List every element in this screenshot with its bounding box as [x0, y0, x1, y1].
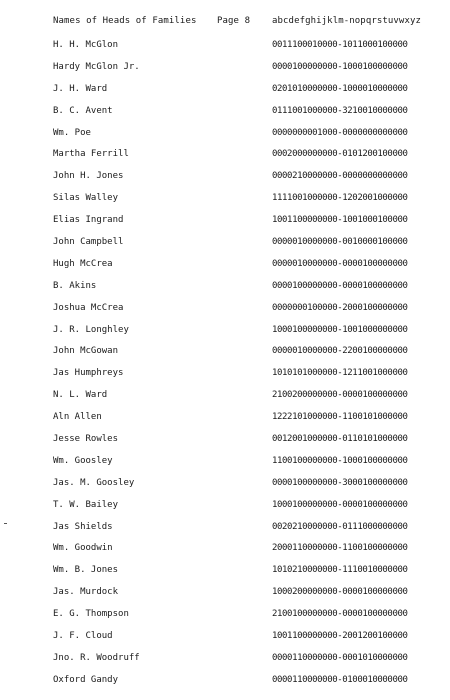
household-code: 0201010000000-1000010000000: [272, 83, 408, 94]
household-code: 1001100000000-2001200100000: [272, 631, 408, 642]
family-row: [0, 434, 450, 456]
head-of-family-name: Aln Allen: [53, 412, 102, 423]
head-of-family-name: John McGowan: [53, 346, 119, 357]
head-of-family-name: Jas Shields: [53, 521, 113, 532]
family-row: [0, 128, 450, 150]
household-code: 1111001000000-1202001000000: [272, 193, 408, 204]
household-code: 0000110000000-0001010000000: [272, 652, 408, 663]
household-code: 0000010000000-0000100000000: [272, 258, 408, 269]
household-code: 0000010000000-0010000100000: [272, 237, 408, 248]
family-row: [0, 587, 450, 609]
family-row: [0, 40, 450, 62]
head-of-family-name: Hardy McGlon Jr.: [53, 61, 140, 72]
head-of-family-name: Joshua McCrea: [53, 302, 124, 313]
household-code: 2100100000000-0000100000000: [272, 609, 408, 620]
head-of-family-name: T. W. Bailey: [53, 499, 119, 510]
household-code: 0000010000000-2200100000000: [272, 346, 408, 357]
household-code: 1001100000000-1001000100000: [272, 215, 408, 226]
head-of-family-name: Hugh McCrea: [53, 258, 113, 269]
head-of-family-name: J. F. Cloud: [53, 631, 113, 642]
household-code: 0011100010000-1011000100000: [272, 40, 408, 50]
family-row: [0, 106, 450, 128]
family-row: [0, 543, 450, 565]
family-row: [0, 325, 450, 347]
family-row: [0, 631, 450, 653]
head-of-family-name: H. H. McGlon: [53, 40, 119, 50]
household-code: 1010210000000-1110010000000: [272, 565, 408, 576]
family-row: [0, 171, 450, 193]
head-of-family-name: N. L. Ward: [53, 390, 108, 401]
family-row: [0, 522, 450, 544]
household-code: 2000110000000-1100100000000: [272, 543, 408, 554]
head-of-family-name: Wm. Goosley: [53, 455, 113, 466]
head-of-family-name: Jno. R. Woodruff: [53, 652, 140, 663]
family-row: [0, 346, 450, 368]
names-column-header: Names of Heads of Families: [53, 16, 197, 26]
head-of-family-name: Jas. Murdock: [53, 587, 119, 598]
head-of-family-name: Jas Humphreys: [53, 368, 124, 379]
head-of-family-name: John H. Jones: [53, 171, 124, 182]
family-row: [0, 303, 450, 325]
household-code: 0000000100000-2000100000000: [272, 302, 408, 313]
head-of-family-name: Wm. Poe: [53, 127, 91, 138]
household-code: 0012001000000-0110101000000: [272, 434, 408, 445]
head-of-family-name: Wm. Goodwin: [53, 543, 113, 554]
household-code: 1100100000000-1000100000000: [272, 455, 408, 466]
family-row: [0, 500, 450, 522]
head-of-family-name: J. R. Longhley: [53, 324, 129, 335]
family-row: [0, 149, 450, 171]
household-code: 0000110000000-0100010000000: [272, 674, 408, 685]
family-row: [0, 456, 450, 478]
family-row: [0, 259, 450, 281]
head-of-family-name: B. C. Avent: [53, 105, 113, 116]
household-code: 1000100000000-1001000000000: [272, 324, 408, 335]
household-code: 0000000001000-0000000000000: [272, 127, 408, 138]
household-code: 0020210000000-0111000000000: [272, 521, 408, 532]
head-of-family-name: Wm. B. Jones: [53, 565, 119, 576]
family-row: [0, 478, 450, 500]
household-code: 1000100000000-0000100000000: [272, 499, 408, 510]
household-code: 0000210000000-0000000000000: [272, 171, 408, 182]
head-of-family-name: Martha Ferrill: [53, 149, 129, 160]
family-row: [0, 609, 450, 631]
family-row: [0, 281, 450, 303]
family-row: [0, 193, 450, 215]
household-code: 1222101000000-1100101000000: [272, 412, 408, 423]
head-of-family-name: John Campbell: [53, 237, 124, 248]
household-code: 1000200000000-0000100000000: [272, 587, 408, 598]
family-row: [0, 237, 450, 259]
household-code: 0000100000000-1000100000000: [272, 61, 408, 72]
household-code: 0000100000000-3000100000000: [272, 477, 408, 488]
family-row: [0, 653, 450, 675]
head-of-family-name: Elias Ingrand: [53, 215, 124, 226]
family-row: [0, 390, 450, 412]
head-of-family-name: E. G. Thompson: [53, 609, 129, 620]
household-code: 2100200000000-0000100000000: [272, 390, 408, 401]
household-code: 0111001000000-3210010000000: [272, 105, 408, 116]
household-code: 0002000000000-0101200100000: [272, 149, 408, 160]
head-of-family-name: B. Akins: [53, 280, 97, 291]
family-row: [0, 84, 450, 106]
family-list: [0, 40, 450, 697]
margin-mark: [4, 523, 7, 524]
head-of-family-name: Jas. M. Goosley: [53, 477, 135, 488]
head-of-family-name: J. H. Ward: [53, 83, 108, 94]
family-row: [0, 675, 450, 697]
head-of-family-name: Jesse Rowles: [53, 434, 119, 445]
family-row: [0, 412, 450, 434]
family-row: [0, 215, 450, 237]
letters-column-header: abcdefghijklm-nopqrstuvwxyz: [272, 16, 421, 26]
page-number: Page 8: [217, 16, 251, 26]
household-code: 1010101000000-1211001000000: [272, 368, 408, 379]
family-row: [0, 368, 450, 390]
head-of-family-name: Silas Walley: [53, 193, 119, 204]
head-of-family-name: Oxford Gandy: [53, 674, 119, 685]
family-row: [0, 62, 450, 84]
household-code: 0000100000000-0000100000000: [272, 280, 408, 291]
family-row: [0, 565, 450, 587]
